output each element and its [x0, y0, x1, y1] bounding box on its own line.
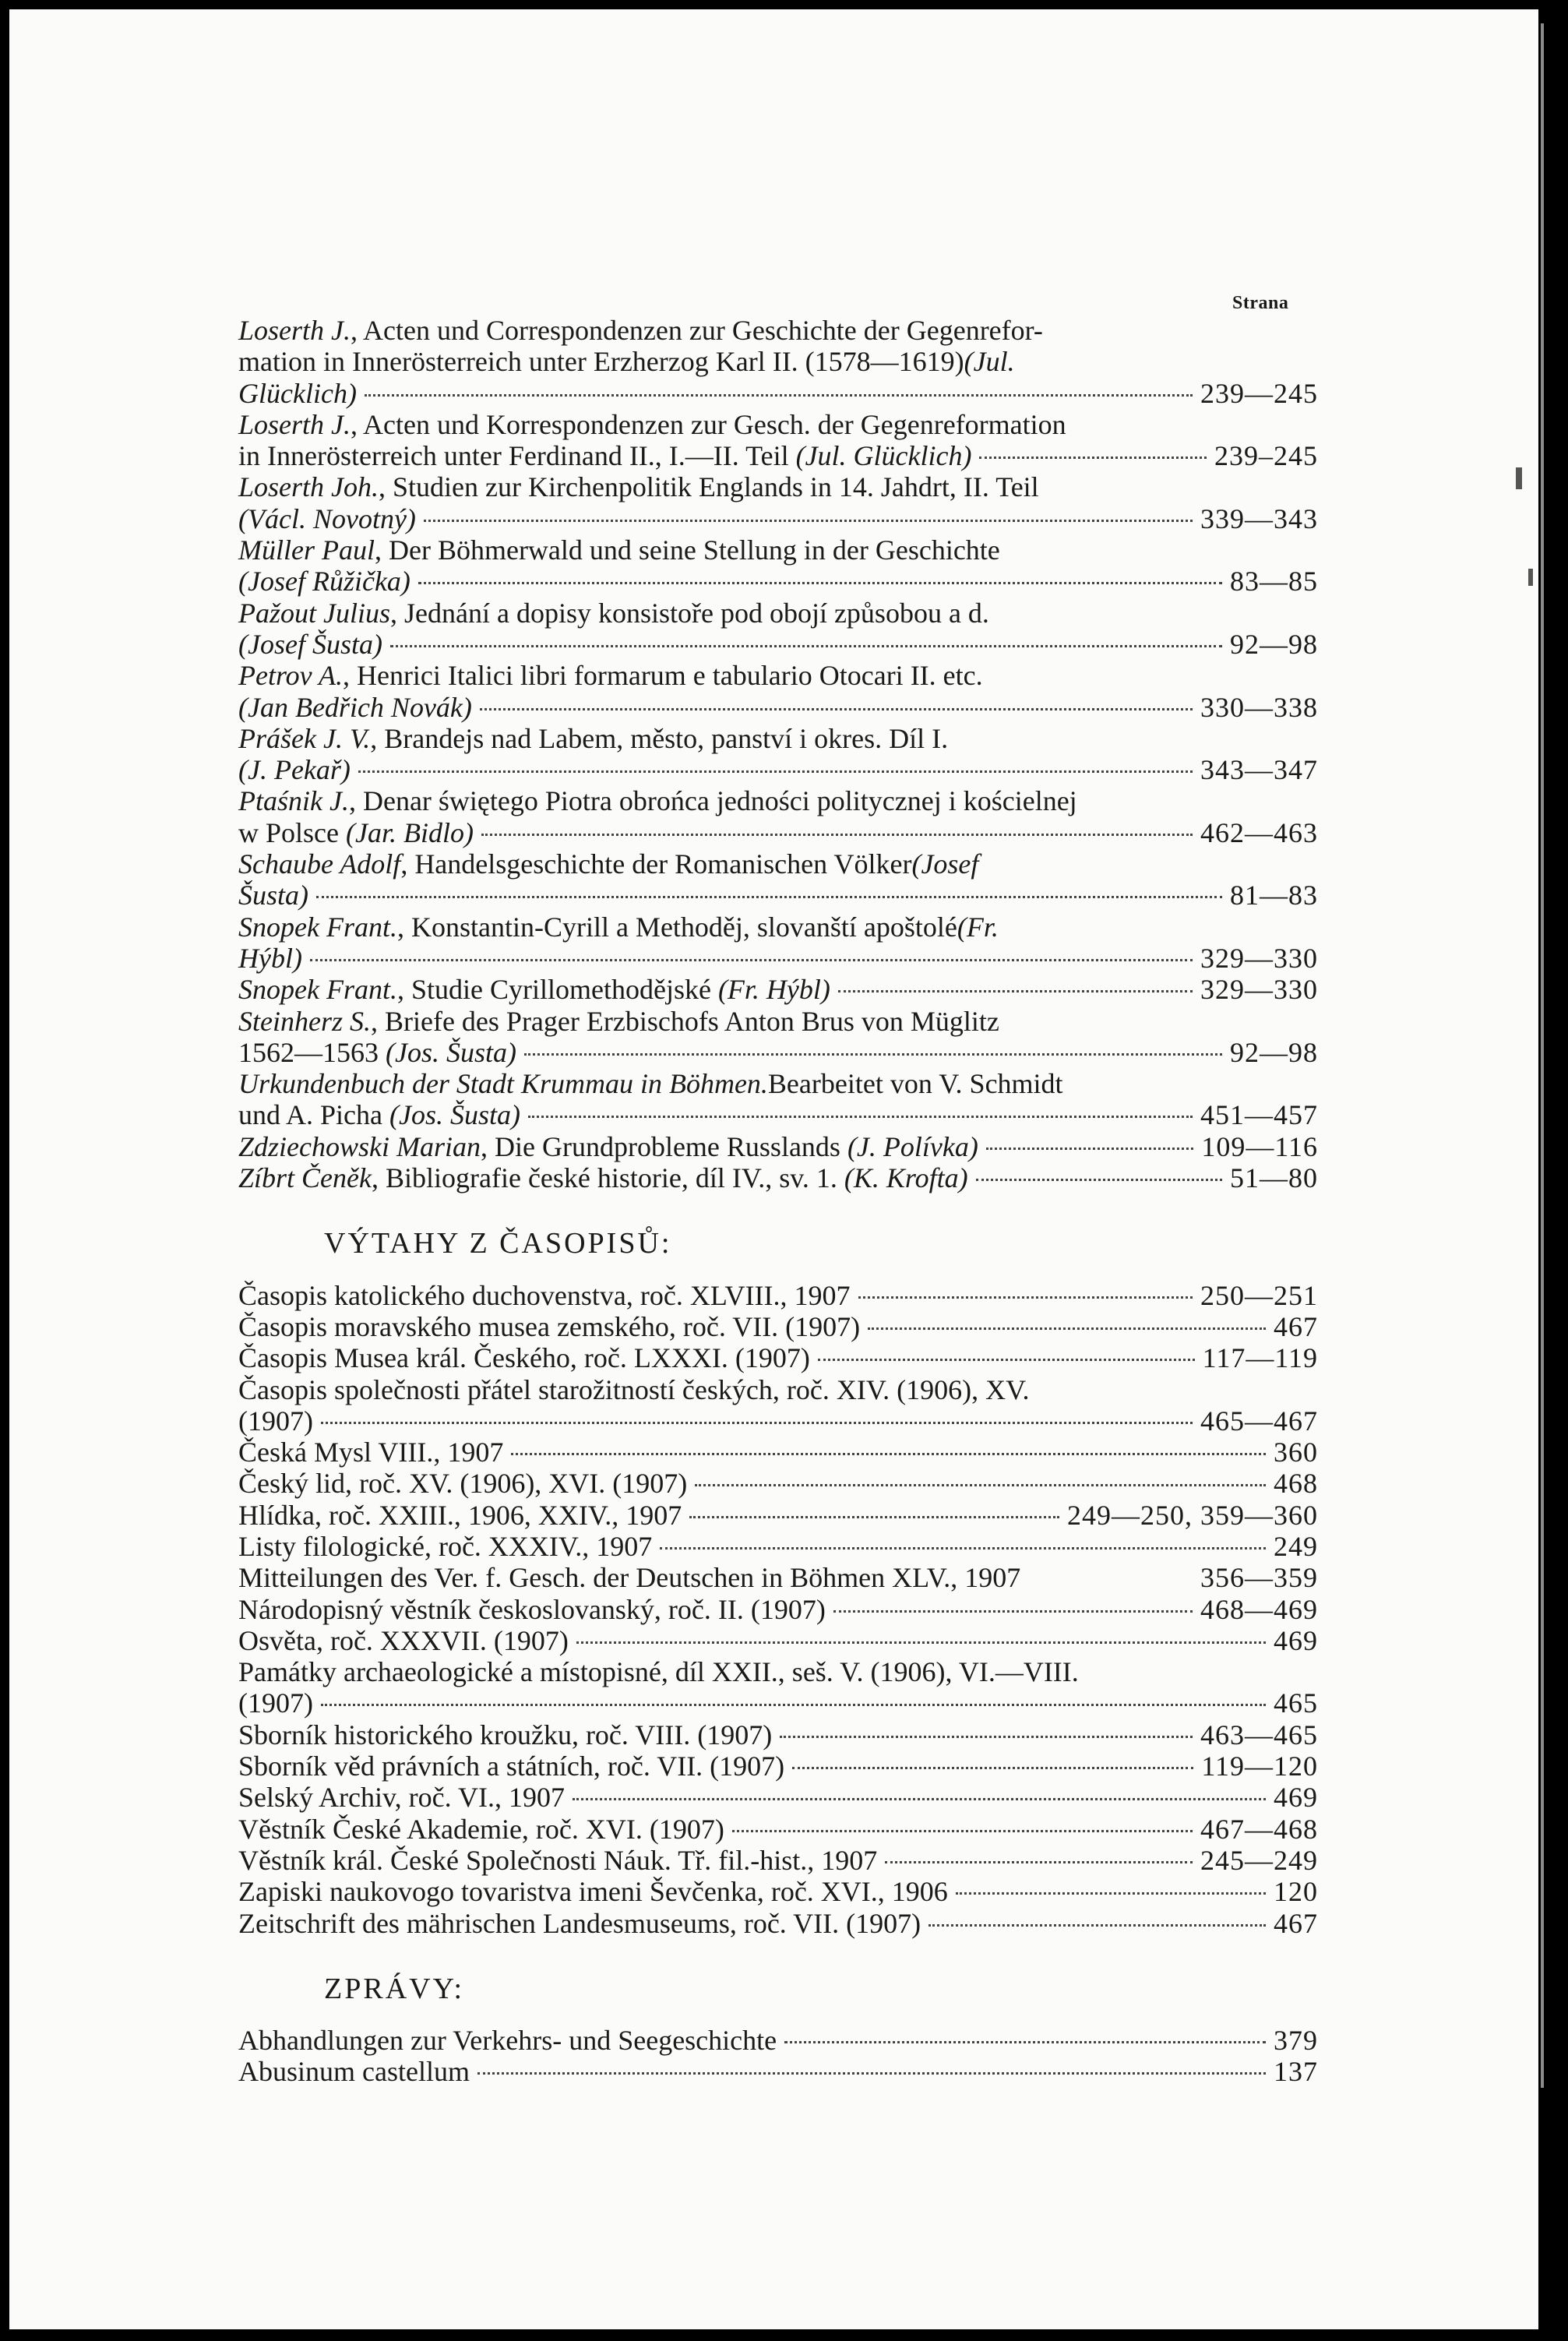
page-numbers: 343—347 [1200, 754, 1318, 786]
dot-leader [792, 1767, 1193, 1769]
vytahy-item [238, 1814, 1318, 1845]
item-text: Věstník České Akademie, roč. XVI. (1907) [238, 1813, 724, 1845]
item-line [238, 1594, 1318, 1625]
dot-leader [784, 2041, 1266, 2043]
line-text [238, 378, 357, 409]
dot-leader [524, 1053, 1222, 1056]
review-line [238, 1068, 1318, 1099]
page-numbers: 92—98 [1230, 628, 1318, 660]
reviewer-name: (Josef [911, 848, 979, 880]
vytahy-item [238, 1782, 1318, 1813]
reviewer-name: (Jul. [964, 346, 1015, 378]
dot-leader [481, 834, 1193, 836]
line-text [238, 1814, 724, 1845]
review-line [238, 440, 1318, 471]
item-text: Národopisný věstník českoslovanský, roč. II. (1907) [238, 1593, 826, 1625]
line-text [238, 1782, 565, 1813]
title-text: , Brandejs nad Labem, město, panství i okres. Díl I. [370, 722, 949, 754]
dot-leader [928, 1924, 1266, 1927]
edge-mark [1516, 467, 1522, 489]
item-line [238, 1500, 1318, 1531]
author-name: Loserth Joh. [238, 471, 379, 503]
item-line [238, 1782, 1318, 1813]
page-numbers: 249 [1274, 1530, 1318, 1562]
page-numbers: 469 [1274, 1624, 1318, 1656]
dot-leader [365, 394, 1193, 397]
author-name: Zíbrt Čeněk [238, 1162, 372, 1194]
item-line [238, 1311, 1318, 1342]
reviewer-name: (Jos. Šusta) [386, 1036, 516, 1068]
review-line [238, 566, 1318, 597]
line-text [238, 817, 474, 848]
item-line [238, 1814, 1318, 1845]
dot-leader [310, 959, 1193, 961]
line-text [238, 943, 302, 974]
line-text [238, 2025, 777, 2056]
author-name: Müller Paul [238, 534, 375, 566]
title-text: , Studie Cyrillomethodějské [396, 974, 718, 1006]
item-line [238, 1437, 1318, 1468]
title-text: , Konstantin-Cyrill a Methoděj, slovanští apoštolé [396, 911, 957, 943]
item-text: Česká Mysl VIII., 1907 [238, 1437, 504, 1468]
item-text: Mitteilungen des Ver. f. Gesch. der Deutschen in Böhmen XLV., 1907 [238, 1562, 1021, 1594]
line-text [238, 754, 351, 785]
review-line [238, 692, 1318, 723]
title-text: 1562—1563 [238, 1036, 386, 1068]
page-numbers: 469 [1274, 1782, 1318, 1814]
title-text: , Die Grundprobleme Russlands [481, 1130, 847, 1162]
review-line [238, 974, 1318, 1005]
dot-leader [660, 1547, 1266, 1550]
line-text [238, 974, 830, 1005]
dot-leader [573, 1798, 1266, 1800]
page-numbers: 329—330 [1200, 942, 1318, 974]
author-name: Zdziechowski Marian [238, 1130, 481, 1162]
author-name: Steinherz S. [238, 1005, 371, 1037]
review-line [238, 723, 1318, 754]
vytahy-item [238, 1656, 1318, 1719]
item-line [238, 1531, 1318, 1562]
item-text: Osvěta, roč. XXXVII. (1907) [238, 1624, 569, 1656]
page-numbers: 117—119 [1202, 1342, 1318, 1374]
index-content [238, 315, 1318, 2088]
title-text: , Denar świętego Piotra obrońca jedności politycznej i kościelnej [348, 785, 1077, 817]
item-line [238, 1280, 1318, 1311]
line-text [238, 1625, 569, 1656]
line-text [238, 692, 472, 723]
dot-leader [528, 1116, 1193, 1118]
reviewer-name: Šusta) [238, 880, 308, 911]
item-text: Časopis moravského musea zemského, roč. VII. (1907) [238, 1310, 861, 1342]
review-line [238, 1099, 1318, 1130]
reviewer-name: (Jos. Šusta) [389, 1099, 520, 1131]
dot-leader [424, 520, 1193, 522]
dot-leader [689, 1516, 1059, 1518]
page-numbers: 329—330 [1200, 974, 1318, 1006]
review-entry [238, 1068, 1318, 1131]
line-text [238, 629, 382, 660]
dot-leader [576, 1641, 1266, 1644]
vytahy-item [238, 1374, 1318, 1437]
page-numbers: 467 [1274, 1907, 1318, 1939]
review-line [238, 629, 1318, 660]
author-name: Petrov A. [238, 660, 343, 692]
line-text [238, 1468, 687, 1499]
page-numbers: 467 [1274, 1310, 1318, 1342]
author-name: Loserth J. [238, 315, 351, 346]
item-line [238, 2056, 1318, 2087]
line-text [238, 1845, 877, 1876]
title-text: , Acten und Correspondenzen zur Geschichte der Gegenrefor- [351, 315, 1043, 346]
review-entry [238, 315, 1318, 409]
dot-leader [418, 582, 1222, 584]
line-text [238, 1405, 313, 1437]
vytahy-item [238, 1311, 1318, 1342]
line-text [238, 1037, 516, 1068]
title-text: , Henrici Italici libri formarum e tabulario Otocari II. etc. [342, 660, 983, 692]
title-text: und A. Picha [238, 1099, 389, 1131]
reviewer-name: (J. Polívka) [847, 1130, 978, 1162]
page-numbers: 360 [1274, 1437, 1318, 1468]
page-numbers: 245—249 [1200, 1844, 1318, 1876]
review-entry [238, 534, 1318, 598]
author-name: Snopek Frant. [238, 974, 397, 1006]
page-numbers: 250—251 [1200, 1279, 1318, 1311]
line-text [238, 1131, 978, 1162]
author-name: Schaube Adolf [238, 848, 401, 880]
review-line [238, 785, 1318, 816]
page-numbers: 81—83 [1230, 880, 1318, 911]
reviewer-name: (K. Krofta) [844, 1162, 968, 1194]
line-text [238, 1437, 503, 1468]
title-text: in Innerösterreich unter Ferdinand II., I.—II. Teil [238, 440, 796, 472]
vytahy-item [238, 1594, 1318, 1625]
edge-mark [1528, 569, 1533, 586]
page-numbers: 83—85 [1230, 566, 1318, 598]
line-text [238, 1311, 860, 1342]
page-numbers: 465—467 [1200, 1405, 1318, 1437]
line-text [238, 1876, 948, 1907]
item-text: Selský Archiv, roč. VI., 1907 [238, 1782, 565, 1814]
dot-leader [477, 2072, 1266, 2075]
review-entry [238, 1162, 1318, 1193]
title-text: , Acten und Korrespondenzen zur Gesch. der Gegenreformation [351, 408, 1066, 440]
page-numbers: 463—465 [1200, 1719, 1318, 1750]
item-text: Věstník král. České Společnosti Náuk. Tř. fil.-hist., 1907 [238, 1844, 878, 1876]
item-text: Abhandlungen zur Verkehrs- und Seegeschichte [238, 2025, 777, 2057]
dot-leader [321, 1422, 1193, 1424]
review-line [238, 503, 1318, 534]
line-text [238, 1162, 968, 1193]
vytahy-item [238, 1625, 1318, 1656]
item-text: Abusinum castellum [238, 2056, 470, 2088]
dot-leader [986, 1148, 1193, 1150]
vytahy-item [238, 1750, 1318, 1782]
dot-leader [956, 1892, 1266, 1895]
review-line [238, 754, 1318, 785]
review-line [238, 1162, 1318, 1193]
review-line [238, 598, 1318, 629]
line-text [238, 566, 410, 597]
reviewer-name: (Fr. Hýbl) [717, 974, 830, 1006]
page-numbers: 339—343 [1200, 502, 1318, 534]
review-entry [238, 1131, 1318, 1162]
item-text: Časopis společnosti přátel starožitností českých, roč. XIV. (1906), XV. [238, 1373, 1030, 1405]
line-text [238, 1750, 784, 1782]
dot-leader [976, 1179, 1222, 1181]
vytahy-item [238, 1845, 1318, 1876]
review-line [238, 534, 1318, 566]
line-text [238, 1908, 921, 1939]
page-numbers: 137 [1274, 2056, 1318, 2088]
strana-label: Strana [1232, 293, 1289, 313]
author-name: Pažout Julius [238, 597, 390, 629]
dot-leader [833, 1610, 1193, 1613]
page-numbers: 239—245 [1200, 377, 1318, 409]
review-line [238, 346, 1318, 377]
page-numbers: 468 [1274, 1468, 1318, 1500]
line-text [238, 440, 971, 471]
line-text [238, 503, 416, 534]
review-line [238, 1037, 1318, 1068]
item-line [238, 1750, 1318, 1782]
item-line [238, 1562, 1318, 1593]
page-numbers: 239–245 [1214, 440, 1318, 472]
item-line [238, 2025, 1318, 2056]
item-line [238, 1908, 1318, 1939]
line-text [238, 1342, 810, 1373]
vytahy-item [238, 1437, 1318, 1468]
item-text: Sborník věd právních a státních, roč. VII. (1907) [238, 1750, 785, 1782]
item-text: (1907) [238, 1405, 313, 1437]
page-numbers: 467—468 [1200, 1813, 1318, 1845]
item-text: Časopis katolického duchovenstva, roč. XLVIII., 1907 [238, 1279, 851, 1311]
item-text: Listy filologické, roč. XXXIV., 1907 [238, 1530, 653, 1562]
item-line [238, 1719, 1318, 1750]
author-name: Ptaśnik J. [238, 785, 349, 817]
item-line [238, 1625, 1318, 1656]
review-line [238, 943, 1318, 974]
title-text: w Polsce [238, 816, 346, 848]
reviewer-name: Glücklich) [238, 377, 357, 409]
item-text: (1907) [238, 1687, 313, 1719]
author-name: Urkundenbuch der Stadt Krummau in Böhmen. [238, 1068, 768, 1100]
item-text: Zeitschrift des mährischen Landesmuseums, roč. VII. (1907) [238, 1907, 921, 1939]
dot-leader [390, 645, 1222, 647]
item-text: Památky archaeologické a místopisné, díl XXII., seš. V. (1906), VI.—VIII. [238, 1656, 1079, 1688]
review-entry [238, 409, 1318, 472]
page [9, 9, 1538, 2329]
reviewer-name: (Josef Růžička) [238, 566, 410, 598]
dot-leader [321, 1704, 1266, 1706]
vytahy-item [238, 1500, 1318, 1531]
review-line [238, 409, 1318, 440]
page-numbers: 356—359 [1200, 1562, 1318, 1594]
line-text [238, 1594, 826, 1625]
zpravy-item [238, 2056, 1318, 2087]
page-numbers: 462—463 [1200, 816, 1318, 848]
review-line [238, 817, 1318, 848]
line-text [238, 880, 308, 911]
review-line [238, 378, 1318, 409]
dot-leader [818, 1359, 1195, 1361]
zpravy-item [238, 2025, 1318, 2056]
dot-leader [868, 1327, 1266, 1330]
dot-leader [511, 1453, 1266, 1455]
review-line [238, 1006, 1318, 1037]
item-line [238, 1468, 1318, 1499]
line-text [238, 1719, 772, 1750]
review-line [238, 315, 1318, 346]
page-numbers: 451—457 [1200, 1099, 1318, 1131]
reviewer-name: (Václ. Novotný) [238, 502, 416, 534]
review-line [238, 471, 1318, 502]
vytahy-item [238, 1908, 1318, 1939]
vytahy-item [238, 1280, 1318, 1311]
title-text: mation in Innerösterreich unter Erzherzog Karl II. (1578—1619) [238, 346, 964, 378]
reviewer-name: (Fr. [957, 911, 999, 943]
review-line [238, 1131, 1318, 1162]
review-entry [238, 598, 1318, 661]
author-name: Snopek Frant. [238, 911, 397, 943]
vytahy-item [238, 1876, 1318, 1907]
review-entry [238, 660, 1318, 723]
review-entry [238, 848, 1318, 911]
zpravy-heading: ZPRÁVY: [324, 1972, 465, 2005]
page-numbers: 51—80 [1230, 1162, 1318, 1194]
dot-leader [780, 1736, 1193, 1738]
item-text: Český lid, roč. XV. (1906), XVI. (1907) [238, 1468, 688, 1500]
dot-leader [695, 1484, 1266, 1486]
item-text: Sborník historického kroužku, roč. VIII. (1907) [238, 1719, 773, 1750]
item-line [238, 1656, 1318, 1687]
dot-leader [858, 1296, 1193, 1299]
review-line [238, 660, 1318, 691]
line-text [238, 1687, 313, 1719]
item-line [238, 1374, 1318, 1405]
page-numbers: 468—469 [1200, 1593, 1318, 1625]
page-numbers: 119—120 [1201, 1750, 1318, 1782]
page-numbers: 109—116 [1201, 1130, 1318, 1162]
title-text: , Briefe des Prager Erzbischofs Anton Brus von Müglitz [370, 1005, 999, 1037]
page-numbers: 120 [1274, 1876, 1318, 1908]
dot-leader [732, 1830, 1193, 1832]
item-line [238, 1876, 1318, 1907]
vytahy-item [238, 1562, 1318, 1593]
item-line [238, 1405, 1318, 1437]
title-text: , Jednání a dopisy konsistoře pod obojí způsobou a d. [390, 597, 989, 629]
dot-leader [979, 457, 1207, 459]
review-line [238, 880, 1318, 911]
title-text: , Handelsgeschichte der Romanischen Völker [400, 848, 912, 880]
item-text: Časopis Musea král. Českého, roč. LXXXI. (1907) [238, 1342, 810, 1374]
vytahy-heading: VÝTAHY Z ČASOPISŮ: [324, 1227, 672, 1260]
reviewer-name: (J. Pekař) [238, 754, 351, 786]
page-numbers: 92—98 [1230, 1036, 1318, 1068]
dot-leader [480, 708, 1193, 710]
item-line [238, 1845, 1318, 1876]
page-numbers: 379 [1274, 2025, 1318, 2057]
page-edge-line [1541, 23, 1544, 2088]
review-entry [238, 471, 1318, 534]
dot-leader [316, 896, 1222, 898]
review-entry [238, 1006, 1318, 1069]
reviewer-name: (Jul. Glücklich) [795, 440, 972, 472]
item-line [238, 1687, 1318, 1719]
title-text: , Studien zur Kirchenpolitik Englands in 14. Jahdrt, II. Teil [379, 471, 1039, 503]
line-text [238, 1531, 652, 1562]
page-numbers: 249—250, 359—360 [1067, 1499, 1318, 1531]
page-numbers: 330—338 [1200, 691, 1318, 723]
author-name: Loserth J. [238, 408, 351, 440]
title-text: , Bibliografie české historie, díl IV., sv. 1. [371, 1162, 844, 1194]
page-numbers: 465 [1274, 1687, 1318, 1719]
author-name: Prášek J. V. [238, 722, 371, 754]
item-text: Zapiski naukovogo tovaristva imeni Ševčenka, roč. XVI., 1906 [238, 1876, 948, 1908]
vytahy-item [238, 1719, 1318, 1750]
vytahy-item [238, 1342, 1318, 1373]
vytahy-item [238, 1468, 1318, 1499]
review-line [238, 848, 1318, 880]
review-entry [238, 974, 1318, 1005]
line-text [238, 2056, 470, 2087]
title-text: Bearbeitet von V. Schmidt [767, 1068, 1063, 1100]
reviewer-name: Hýbl) [238, 942, 302, 974]
dot-leader [358, 770, 1193, 773]
review-entry [238, 785, 1318, 848]
reviewer-name: (Jar. Bidlo) [346, 816, 474, 848]
dot-leader [838, 990, 1193, 992]
item-line [238, 1342, 1318, 1373]
review-line [238, 911, 1318, 943]
review-entry [238, 723, 1318, 786]
item-text: Hlídka, roč. XXIII., 1906, XXIV., 1907 [238, 1499, 682, 1531]
review-entry [238, 911, 1318, 975]
vytahy-item [238, 1531, 1318, 1562]
line-text [238, 1500, 682, 1531]
line-text [238, 1280, 851, 1311]
reviewer-name: (Josef Šusta) [238, 628, 382, 660]
dot-leader [885, 1861, 1193, 1863]
reviewer-name: (Jan Bedřich Novák) [238, 691, 472, 723]
title-text: , Der Böhmerwald und seine Stellung in der Geschichte [374, 534, 1000, 566]
line-text [238, 1099, 520, 1130]
